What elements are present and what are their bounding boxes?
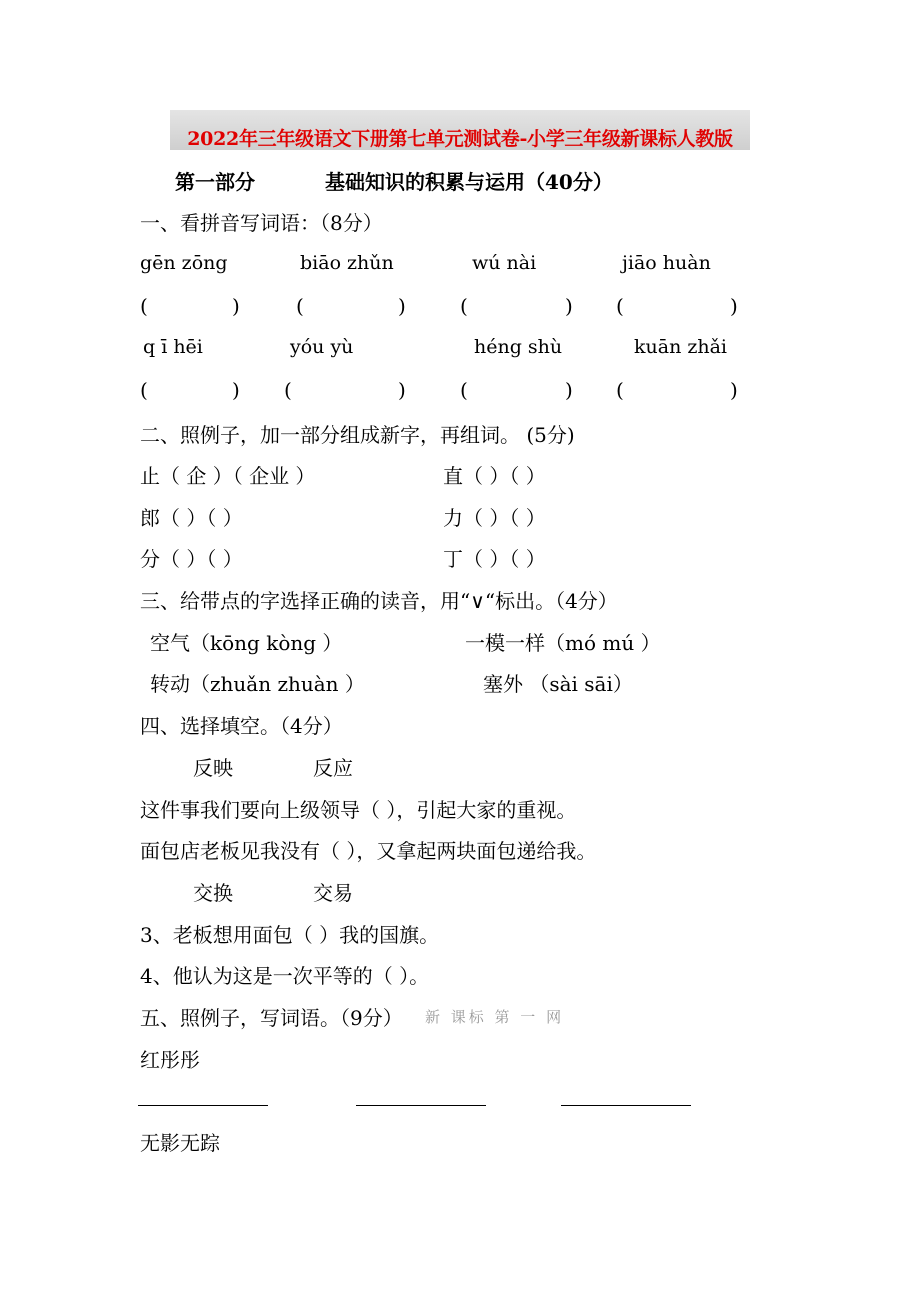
word-option: 反应: [313, 756, 353, 780]
answer-line: [356, 1105, 486, 1106]
word-option: 交易: [313, 881, 353, 905]
pinyin-1: gēn zōng: [140, 252, 228, 274]
paren-open: (: [140, 294, 148, 318]
paren-close: ): [730, 294, 738, 318]
paren-close: ): [232, 294, 240, 318]
q3-item: 转动（zhuǎn zhuàn ）: [150, 672, 365, 696]
pinyin-2: biāo zhǔn: [300, 252, 394, 274]
pinyin-6: yóu yù: [290, 336, 354, 358]
pinyin-5: q ī hēi: [143, 336, 203, 358]
part1-heading: 基础知识的积累与运用（40分）: [325, 170, 613, 194]
q3-item: 一模一样（mó mú ）: [465, 631, 661, 655]
part1-label: 第一部分: [175, 170, 255, 194]
q2-item: 分（ ）（ ）: [140, 547, 243, 571]
paren-open: (: [616, 378, 624, 402]
answer-line: [561, 1105, 691, 1106]
q3-heading: 三、给带点的字选择正确的读音，用“∨“标出。（4分）: [140, 589, 618, 613]
q2-item: 止（ 企 ）（ 企业 ）: [140, 464, 316, 488]
word-option: 反映: [193, 756, 233, 780]
q5-heading: 五、照例子，写词语。（9分）: [140, 1006, 403, 1030]
paren-open: (: [296, 294, 304, 318]
paren-open: (: [284, 378, 292, 402]
q2-heading: 二、照例子，加一部分组成新字，再组词。 (5分): [140, 423, 575, 447]
paren-open: (: [460, 378, 468, 402]
paren-close: ): [730, 378, 738, 402]
paren-close: ): [565, 378, 573, 402]
pinyin-7: héng shù: [474, 336, 563, 358]
pinyin-4: jiāo huàn: [622, 252, 711, 274]
q3-item: 塞外 （sài sāi）: [483, 672, 633, 696]
paren-open: (: [460, 294, 468, 318]
paren-close: ): [232, 378, 240, 402]
q4-sentence: 面包店老板见我没有（ ），又拿起两块面包递给我。: [140, 839, 597, 863]
q2-item: 力（ ）（ ）: [443, 506, 546, 530]
paren-close: ): [398, 378, 406, 402]
q4-sentence: 3、老板想用面包（ ）我的国旗。: [140, 923, 440, 947]
pinyin-3: wú nài: [472, 252, 537, 274]
q4-heading: 四、选择填空。（4分）: [140, 714, 343, 738]
q4-sentence: 这件事我们要向上级领导（ ），引起大家的重视。: [140, 798, 577, 822]
paren-close: ): [398, 294, 406, 318]
answer-line: [138, 1105, 268, 1106]
q4-sentence: 4、他认为这是一次平等的（ ）。: [140, 964, 430, 988]
paren-open: (: [140, 378, 148, 402]
paren-open: (: [616, 294, 624, 318]
paren-close: ): [565, 294, 573, 318]
q5-example: 无影无踪: [140, 1131, 220, 1155]
q5-example: 红彤彤: [140, 1048, 200, 1072]
word-option: 交换: [193, 881, 233, 905]
q2-item: 直（ ）（ ）: [443, 464, 546, 488]
q3-item: 空气（kōng kòng ）: [150, 631, 343, 655]
pinyin-8: kuān zhǎi: [634, 336, 728, 358]
q2-item: 郎（ ）（ ）: [140, 506, 243, 530]
q1-heading: 一、看拼音写词语：（8分）: [140, 211, 383, 235]
q2-item: 丁（ ）（ ）: [443, 547, 546, 571]
page-title: 2022年三年级语文下册第七单元测试卷-小学三年级新课标人教版: [187, 128, 733, 150]
watermark: 新 课标 第 一 网: [425, 1008, 565, 1026]
